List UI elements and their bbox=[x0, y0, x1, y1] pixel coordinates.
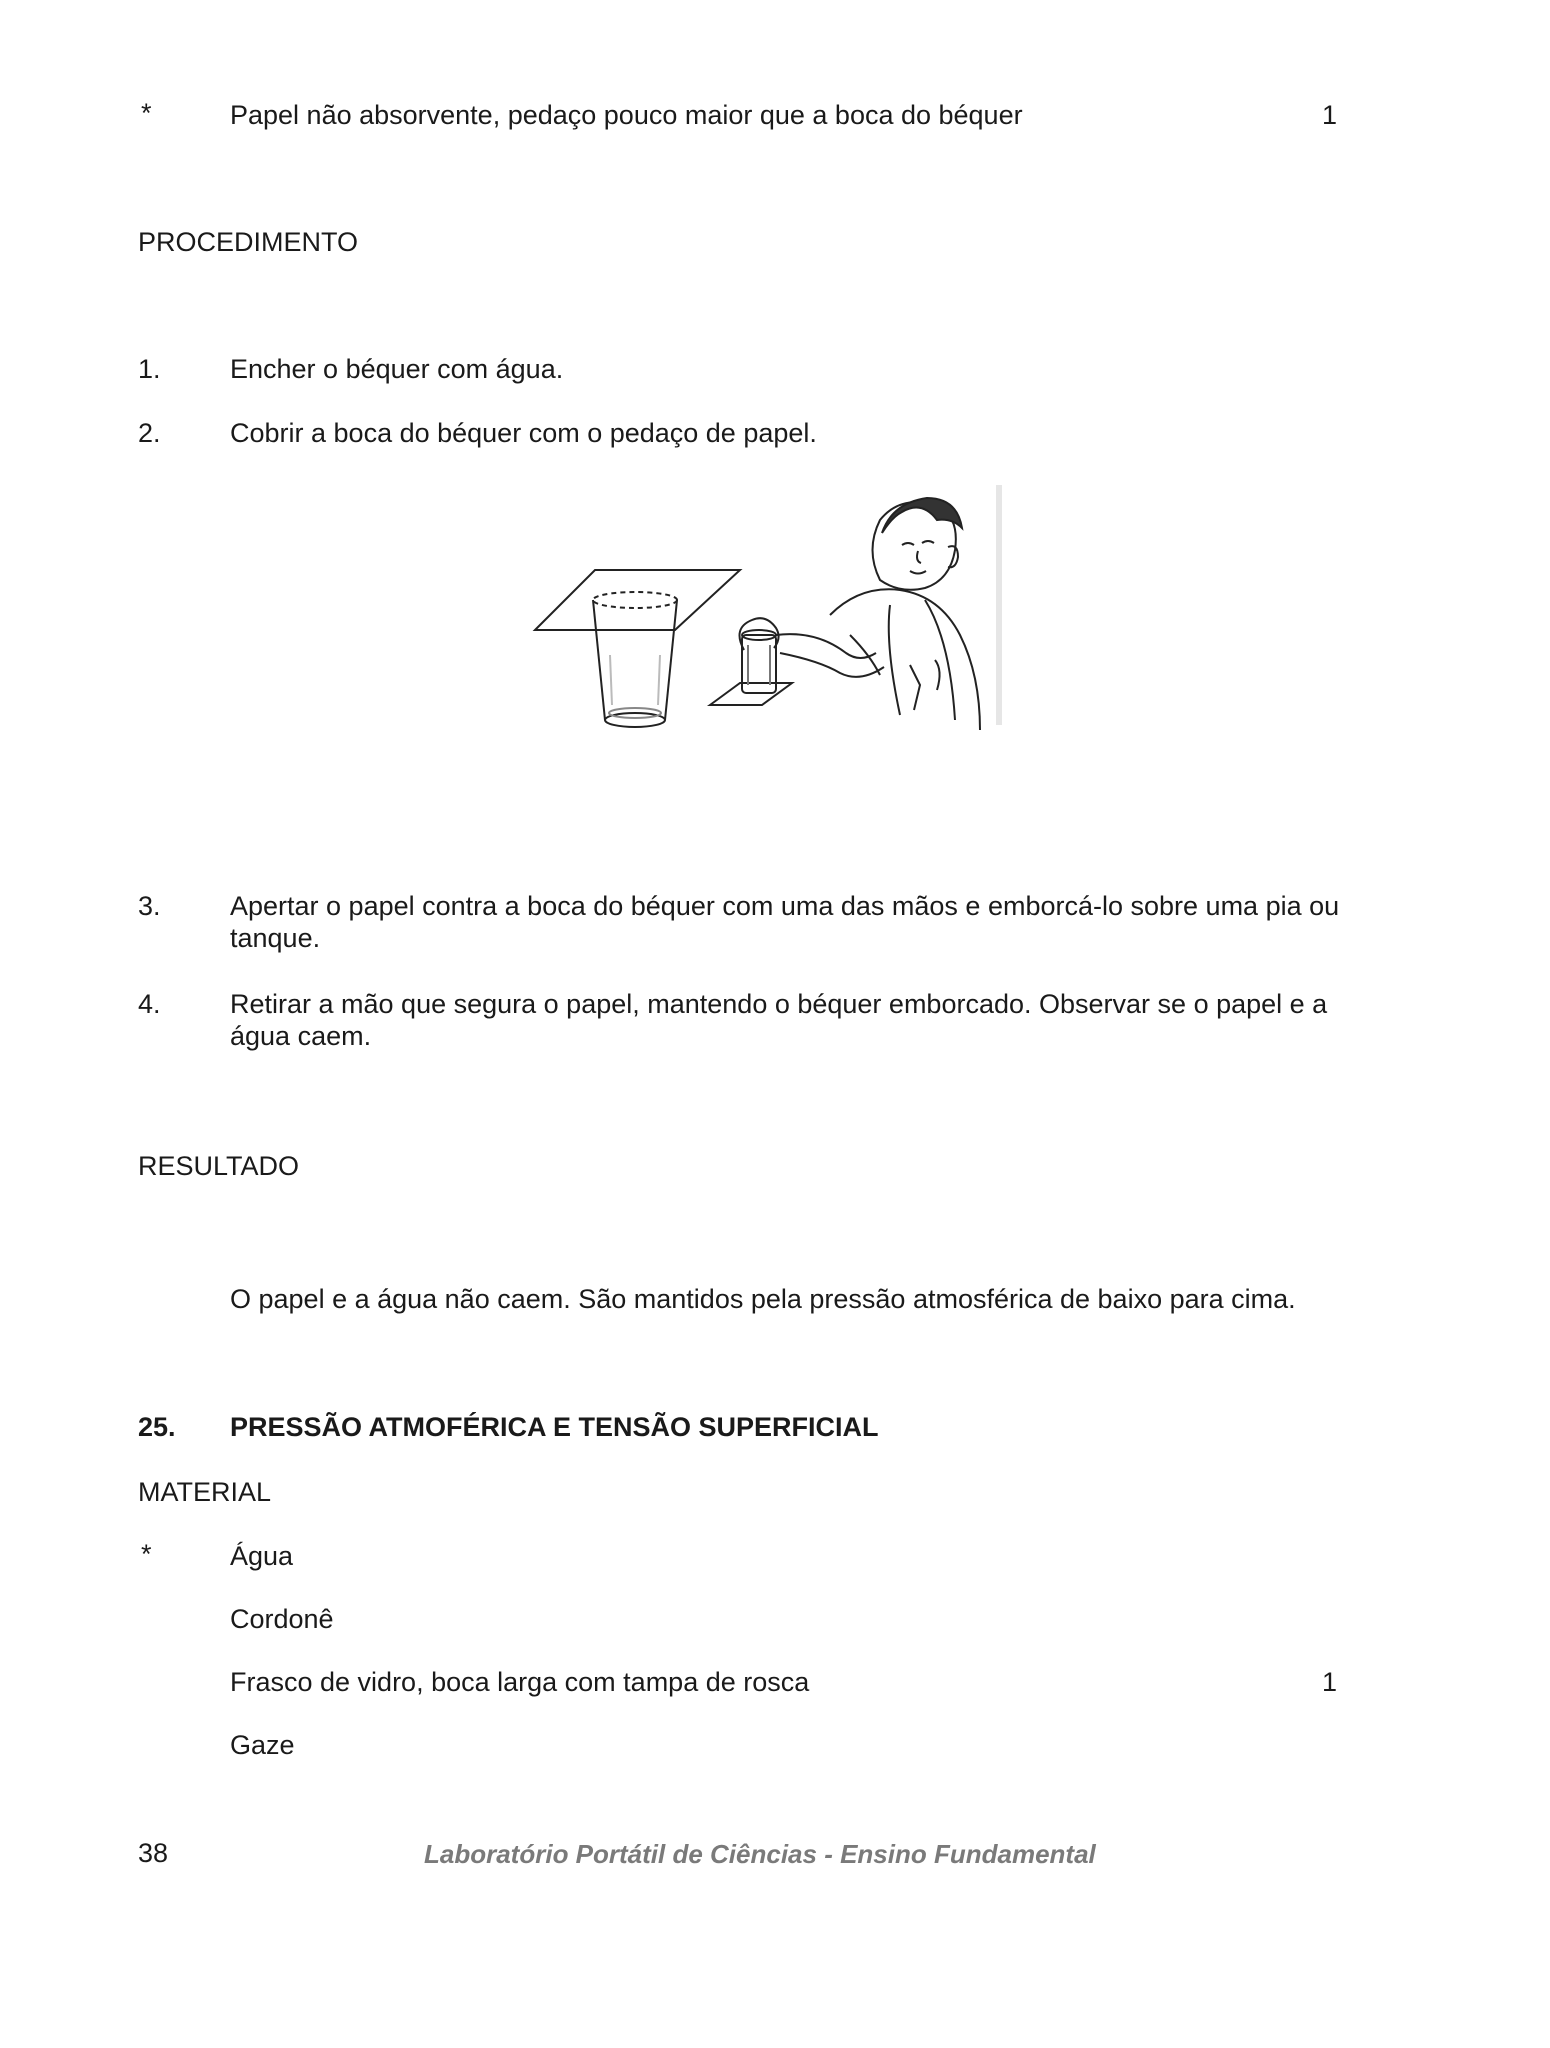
step-text: Apertar o papel contra a boca do béquer com uma das mãos e emborcá-lo sobre uma pia ou tanque. bbox=[230, 891, 1340, 953]
boy-figure bbox=[830, 498, 980, 730]
procedimento-heading: PROCEDIMENTO bbox=[138, 227, 359, 257]
material-item: Gaze bbox=[230, 1730, 295, 1760]
section-number: 25. bbox=[138, 1412, 176, 1442]
material-heading: MATERIAL bbox=[138, 1477, 272, 1507]
material-bullet: * bbox=[141, 1539, 152, 1569]
step-number: 2. bbox=[138, 418, 161, 448]
material-item: Cordonê bbox=[230, 1604, 334, 1634]
glass-beaker-icon bbox=[593, 592, 677, 727]
section-title: PRESSÃO ATMOFÉRICA E TENSÃO SUPERFICIAL bbox=[230, 1412, 879, 1442]
step-number: 4. bbox=[138, 989, 161, 1019]
material-item: Frasco de vidro, boca larga com tampa de rosca bbox=[230, 1667, 810, 1697]
footer-title: Laboratório Portátil de Ciências - Ensino Fundamental bbox=[424, 1839, 1096, 1869]
step-text: Encher o béquer com água. bbox=[230, 354, 564, 384]
step-text: Retirar a mão que segura o papel, mantendo o béquer emborcado. Observar se o papel e a água caem. bbox=[230, 989, 1328, 1051]
resultado-heading: RESULTADO bbox=[138, 1151, 300, 1181]
material-item-paper: Papel não absorvente, pedaço pouco maior que a boca do béquer bbox=[230, 100, 1023, 130]
material-bullet: * bbox=[141, 98, 152, 128]
material-qty: 1 bbox=[1322, 100, 1338, 130]
paper-sheet bbox=[535, 570, 740, 630]
material-item: Água bbox=[230, 1541, 294, 1571]
scan-edge bbox=[996, 485, 1002, 725]
page-number: 38 bbox=[138, 1838, 169, 1868]
resultado-text: O papel e a água não caem. São mantidos pela pressão atmosférica de baixo para cima. bbox=[230, 1284, 1296, 1314]
step-number: 1. bbox=[138, 354, 161, 384]
material-qty: 1 bbox=[1322, 1667, 1338, 1697]
experiment-illustration bbox=[530, 485, 1010, 735]
step-text: Cobrir a boca do béquer com o pedaço de papel. bbox=[230, 418, 817, 448]
step-number: 3. bbox=[138, 891, 161, 921]
